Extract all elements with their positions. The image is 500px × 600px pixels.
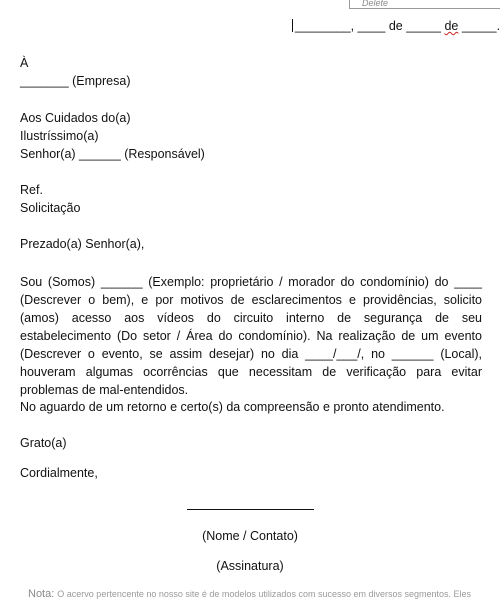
reference-label: Ref. (20, 183, 43, 197)
date-line-part2: _____. (458, 19, 500, 33)
greeting: Prezado(a) Senhor(a), (20, 237, 145, 251)
footer-note (28, 588, 500, 600)
body-paragraph-1: Sou (Somos) ______ (Exemplo: proprietário / morador do condomínio) do ____ (Descrever o bem), e por motivos de esclarecimentos e providências, solicito (amos) acesso aos vídeos do circuito interno de segurança de seu estabelecimento (Do setor / Área do condomínio). Na realização de um evento (Descrever o evento, se assim desejar) no dia ____/___/, no ______ (Local), houveram algumas ocorrências que necessitam de verificação para evitar problemas de mal-entendidos. (20, 275, 482, 397)
footer-note-text: O acervo pertencente no nosso site é de modelos utilizados com sucesso em diversos segmentos. Eles (57, 589, 472, 599)
signature-name: (Nome / Contato) (202, 529, 298, 543)
closing-thanks: Grato(a) (20, 436, 67, 450)
date-line-bracket (292, 19, 293, 32)
attention-line-1: Aos Cuidados do(a) (20, 111, 131, 125)
closing-regards: Cordialmente, (20, 466, 98, 480)
attention-line-3: Senhor(a) ______ (Responsável) (20, 147, 205, 161)
footer-note-label: Nota: (28, 588, 55, 600)
body-paragraph-2: No aguardo de um retorno e certo(s) da compreensão e pronto atendimento. (20, 400, 445, 414)
date-line (295, 19, 500, 33)
delete-button[interactable] (349, 0, 500, 9)
reference-subject: Solicitação (20, 201, 81, 215)
date-line-part1: ________, ____ de _____ (295, 19, 445, 33)
recipient-company: _______ (Empresa) (20, 74, 131, 88)
signature-line (187, 509, 314, 510)
recipient-a: À (20, 56, 29, 70)
date-line-de-misspelled: de (444, 19, 459, 33)
attention-line-2: Ilustríssimo(a) (20, 129, 99, 143)
delete-button-label: Delete (362, 0, 389, 8)
signature-signature: (Assinatura) (216, 559, 284, 573)
